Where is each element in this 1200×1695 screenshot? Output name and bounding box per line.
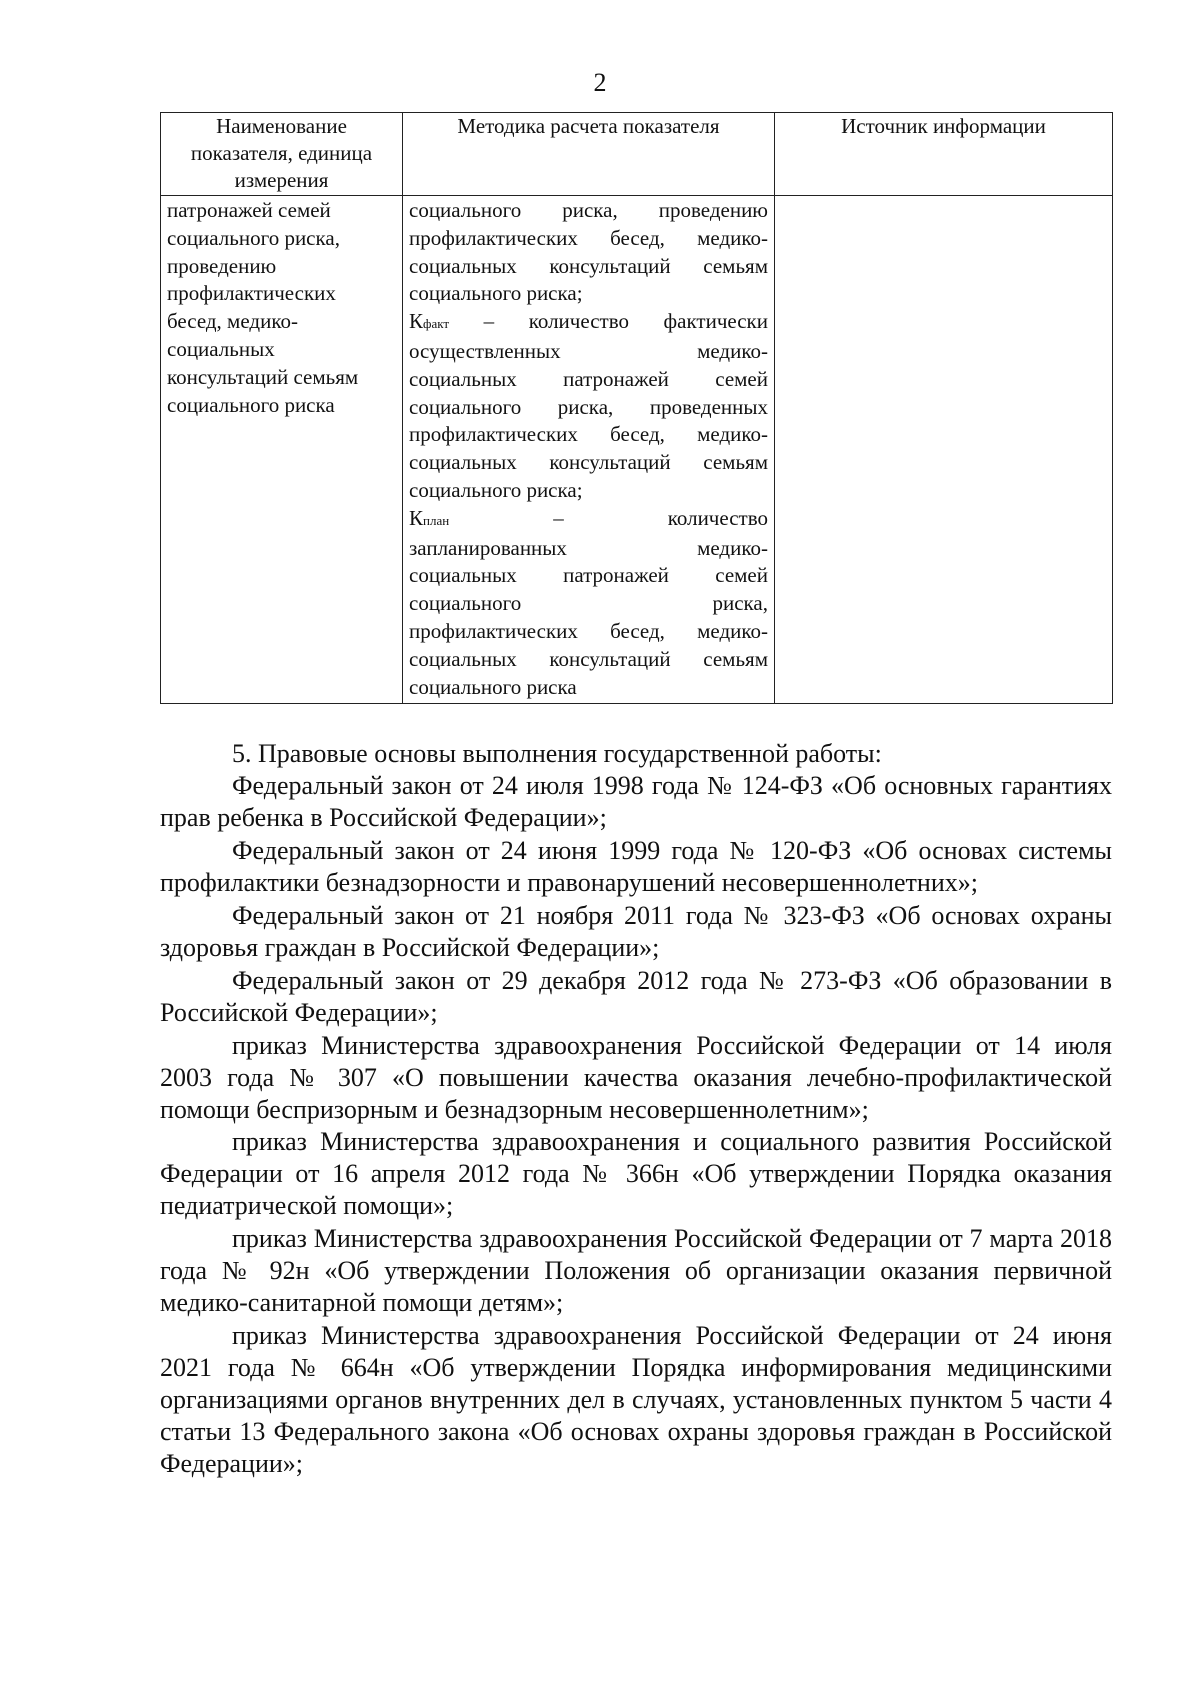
header-indicator-name: Наименование показателя, единица измерения bbox=[161, 113, 403, 196]
section-heading: 5. Правовые основы выполнения государственной работы: bbox=[232, 739, 882, 768]
legal-act-item: приказ Министерства здравоохранения Российской Федерации от 24 июня 2021 года № 664н «Об утверждении Порядка информирования медицинскими организациями органов внутренних дел в случаях, установленных пунктом 5 части 4 статьи 13 Федерального закона «Об основах охраны здоровья граждан в Российской Федерации»; bbox=[160, 1321, 1112, 1479]
legal-act-item: Федеральный закон от 21 ноября 2011 года № 323-ФЗ «Об основах охраны здоровья граждан в Российской Федерации»; bbox=[160, 900, 1112, 962]
cell-line: социального риска, bbox=[409, 591, 768, 616]
indicators-table bbox=[160, 112, 1113, 704]
cell-line: социального риска bbox=[409, 674, 577, 699]
section-legal-basis bbox=[160, 738, 1112, 1481]
cell-line: осуществленных медико- bbox=[409, 338, 768, 363]
cell-line: бесед, медико- bbox=[167, 309, 298, 334]
cell-line: социальных консультаций семьям bbox=[409, 253, 768, 278]
cell-line: запланированных медико- bbox=[409, 535, 768, 560]
cell-line: социального риска, проведенных bbox=[409, 394, 768, 419]
header-calculation-method: Методика расчета показателя bbox=[403, 113, 775, 196]
cell-line: социальных bbox=[167, 336, 275, 361]
legal-act-item: приказ Министерства здравоохранения и социального развития Российской Федерации от 16 апреля 2012 года № 366н «Об утверждении Порядка оказания педиатрической помощи»; bbox=[160, 1127, 1112, 1221]
header-information-source: Источник информации bbox=[775, 113, 1113, 196]
cell-line: социального риска, bbox=[167, 225, 340, 250]
cell-line: социальных консультаций семьям bbox=[409, 646, 768, 671]
k-plan-symbol: К bbox=[409, 505, 424, 530]
cell-line: патронажей семей bbox=[167, 198, 331, 222]
legal-act-item: приказ Министерства здравоохранения Российской Федерации от 7 марта 2018 года № 92н «Об утверждении Положения об организации оказания первичной медико-санитарной помощи детям»; bbox=[160, 1224, 1112, 1318]
k-plan-definition bbox=[409, 505, 768, 535]
cell-line: социального риска; bbox=[409, 281, 583, 306]
k-fact-definition bbox=[409, 308, 768, 338]
cell-line: социального риска; bbox=[409, 477, 583, 502]
cell-line: социальных патронажей семей bbox=[409, 563, 768, 588]
k-fact-text: – количество фактически bbox=[449, 309, 768, 334]
cell-calculation-method bbox=[403, 196, 775, 704]
cell-indicator-name bbox=[161, 196, 403, 704]
legal-act-item: Федеральный закон от 24 июня 1999 года № 120-ФЗ «Об основах системы профилактики безнадзорности и правонарушений несовершеннолетних»; bbox=[160, 835, 1112, 897]
cell-line: консультаций семьям bbox=[167, 364, 359, 389]
cell-line: социальных патронажей семей bbox=[409, 366, 768, 391]
k-plan-text: – количество bbox=[449, 505, 768, 530]
cell-line: проведению bbox=[167, 253, 277, 278]
k-fact-symbol: К bbox=[409, 309, 424, 334]
k-fact-subscript: факт bbox=[423, 316, 450, 332]
legal-act-item: Федеральный закон от 29 декабря 2012 года № 273-ФЗ «Об образовании в Российской Федерации»; bbox=[160, 965, 1112, 1027]
table-row bbox=[161, 196, 1113, 704]
table-header-row bbox=[161, 113, 1113, 196]
legal-act-item: Федеральный закон от 24 июля 1998 года № 124-ФЗ «Об основных гарантиях прав ребенка в Российской Федерации»; bbox=[160, 771, 1112, 832]
cell-information-source bbox=[775, 196, 1113, 704]
cell-line: профилактических бесед, медико- bbox=[409, 225, 768, 250]
page-number: 2 bbox=[593, 68, 607, 97]
cell-line: социального риска bbox=[167, 392, 335, 417]
legal-act-item: приказ Министерства здравоохранения Российской Федерации от 14 июля 2003 года № 307 «О повышении качества оказания лечебно-профилактической помощи беспризорным и безнадзорным несовершеннолетним»; bbox=[160, 1030, 1112, 1124]
cell-line: социальных консультаций семьям bbox=[409, 450, 768, 475]
cell-line: профилактических бесед, медико- bbox=[409, 422, 768, 447]
cell-line: профилактических бесед, медико- bbox=[409, 618, 768, 643]
cell-line: профилактических bbox=[167, 281, 336, 306]
k-plan-subscript: план bbox=[423, 512, 450, 528]
cell-line: социального риска, проведению bbox=[409, 198, 768, 222]
